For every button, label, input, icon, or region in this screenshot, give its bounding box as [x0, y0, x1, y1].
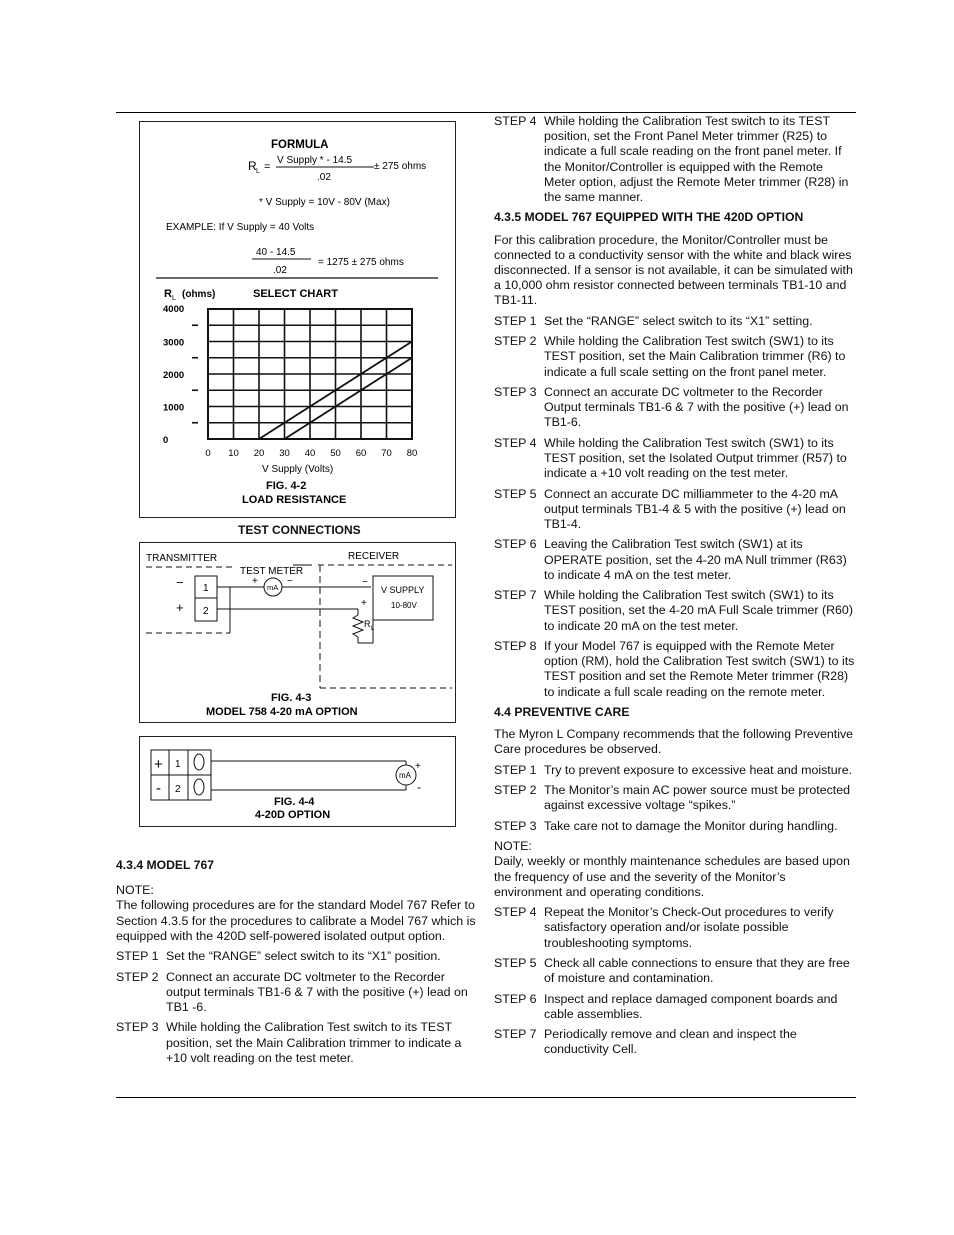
step-item — [494, 819, 856, 834]
step-text: Inspect and replace damaged component boards and cable assemblies. — [544, 991, 838, 1021]
step-label: STEP 1 — [494, 313, 537, 328]
chart-yaxis-rl: R — [164, 288, 172, 300]
milliammeter-ma: mA — [399, 771, 411, 780]
meter-minus-sign: - — [417, 780, 421, 794]
figure-4-2 — [139, 121, 456, 518]
chart-xtick-label: 40 — [304, 448, 316, 459]
section-44-heading: 4.4 PREVENTIVE CARE — [494, 704, 630, 719]
step-text: Connect an accurate DC voltmeter to the Recorder Output terminals TB1-6 & 7 with the positive (+) lead on TB1-6. — [544, 385, 849, 430]
test-meter-ma: mA — [267, 583, 279, 592]
test-connections-heading: TEST CONNECTIONS — [238, 523, 361, 537]
fig44-caption-number: FIG. 4-4 — [274, 796, 315, 808]
formula-equals: = — [264, 161, 271, 173]
fig44-caption-title: 4-20D OPTION — [255, 809, 331, 821]
section-435-heading: 4.3.5 MODEL 767 EQUIPPED WITH THE 420D OPTION — [494, 210, 804, 225]
v-supply-box — [373, 576, 433, 620]
step-text: While holding the Calibration Test switch to its TEST position, set the Front Panel Meter trimmer (R25) to indicate a full scale reading on the front panel meter. If the Monitor/Controller is equipped with the Remote Meter option, adjust the Remote Meter trimmer (R28) in the same manner. — [544, 114, 849, 205]
step-item — [494, 639, 856, 700]
step-label: STEP 3 — [116, 1020, 159, 1035]
step-text: Connect an accurate DC milliammeter to the 4-20 mA output terminals TB1-4 & 5 with the positive (+) lead on TB1-4. — [544, 486, 846, 531]
chart-ytick-label: 0 — [163, 435, 169, 446]
step-item — [494, 537, 856, 583]
figure-4-4 — [139, 736, 456, 827]
note-text: The following procedures are for the standard Model 767 Refer to Section 4.3.5 for the procedures to calibrate a Model 767 which is equipped with the 420D self-powered isolated output option. — [116, 898, 476, 943]
meter-plus-sign: + — [415, 761, 421, 772]
step-item — [494, 956, 856, 986]
formula-tolerance: ± 275 ohms — [374, 161, 427, 172]
resistor-rl-sub: L — [371, 626, 375, 632]
strip-terminal-1: 1 — [175, 759, 181, 770]
formula-numerator: V Supply * - 14.5 — [277, 155, 353, 166]
step-item — [494, 334, 856, 380]
step-item — [494, 385, 856, 431]
chart-xtick-label: 20 — [253, 448, 265, 459]
chart-xtick-label: 0 — [205, 448, 211, 459]
step-item — [494, 487, 856, 533]
420d-option-diagram — [140, 737, 455, 826]
chart-xtick-label: 50 — [330, 448, 341, 459]
step-text: Take care not to damage the Monitor during handling. — [544, 818, 838, 833]
load-resistance-figure — [140, 122, 455, 517]
step-item — [494, 436, 856, 482]
step-label: STEP 2 — [494, 783, 537, 798]
section-44-intro: The Myron L Company recommends that the following Preventive Care procedures be observed. — [494, 727, 854, 757]
step-label: STEP 3 — [494, 818, 537, 833]
step-text: Set the “RANGE” select switch to its “X1” setting. — [544, 313, 813, 328]
step-item — [494, 905, 856, 951]
right-column-text — [494, 114, 856, 1063]
step-text: Check all cable connections to ensure that they are free of moisture and contamination. — [544, 955, 850, 986]
step-text: Try to prevent exposure to excessive heat and moisture. — [544, 762, 853, 777]
step-label: STEP 2 — [494, 334, 537, 349]
step-label: STEP 7 — [494, 588, 537, 603]
bottom-rule — [116, 1097, 856, 1098]
chart-xtick-label: 30 — [279, 448, 290, 459]
step-item — [116, 1020, 476, 1066]
figure-4-3 — [139, 542, 456, 723]
step-label: STEP 4 — [494, 435, 537, 450]
note-label: NOTE: — [494, 839, 532, 854]
chart-xtick-label: 10 — [228, 448, 239, 459]
terminal-2: 2 — [203, 606, 209, 617]
example-numerator: 40 - 14.5 — [256, 247, 296, 258]
formula-title: FORMULA — [271, 139, 329, 151]
step-text: Repeat the Monitor’s Check-Out procedures to verify satisfactory operation and/or isolate possible troubleshooting symptoms. — [544, 905, 834, 950]
top-rule — [116, 112, 856, 113]
step-label: STEP 4 — [494, 114, 537, 128]
example-result: = 1275 ± 275 ohms — [318, 257, 404, 268]
chart-ytick-label: 4000 — [163, 304, 185, 315]
step-label: STEP 7 — [494, 1027, 537, 1042]
test-meter-label: TEST METER — [240, 566, 304, 577]
meter-plus: + — [252, 576, 258, 587]
step-label: STEP 3 — [494, 385, 537, 399]
strip-minus: - — [156, 780, 161, 797]
note-text: Daily, weekly or monthly maintenance schedules are based upon the frequency of use and the severity of the Monitor’s environment and operating conditions. — [494, 854, 850, 899]
step-item — [116, 949, 476, 964]
left-steps — [116, 949, 476, 1066]
step-label: STEP 2 — [116, 969, 159, 984]
step-text: While holding the Calibration Test switch (SW1) to its TEST position, set the Main Calibration trimmer (R6) to indicate a full scale setting on the front panel meter. — [544, 334, 846, 379]
step-text: While holding the Calibration Test switch (SW1) to its TEST position, set the Isolated Output trimmer (R57) to indicate a +10 volt reading on the test meter. — [544, 435, 847, 481]
step-label: STEP 5 — [494, 486, 537, 501]
step-text: While holding the Calibration Test switch (SW1) to its TEST position, set the 4-20 mA Full Scale trimmer (R60) to indicate 20 mA on the test meter. — [544, 588, 853, 633]
step-item — [494, 1027, 856, 1057]
step-label: STEP 6 — [494, 991, 537, 1006]
chart-xtick-label: 60 — [355, 448, 367, 459]
load-resistor-icon — [353, 615, 363, 637]
left-column-text — [116, 858, 476, 1071]
step-text: Set the “RANGE” select switch to its “X1” position. — [166, 949, 441, 964]
step-text: Periodically remove and clean and inspect the conductivity Cell. — [544, 1027, 797, 1057]
select-chart — [163, 304, 417, 459]
fig42-caption-title: LOAD RESISTANCE — [242, 494, 347, 506]
section-435-steps — [494, 314, 856, 700]
step-item — [494, 114, 856, 205]
fig43-caption-number: FIG. 4-3 — [271, 692, 312, 704]
step-label: STEP 1 — [494, 762, 537, 777]
fig43-caption-title: MODEL 758 4-20 mA OPTION — [206, 706, 358, 718]
step-label: STEP 1 — [116, 949, 159, 964]
chart-title: SELECT CHART — [253, 288, 338, 300]
example-label: EXAMPLE: If V Supply = 40 Volts — [166, 222, 315, 233]
chart-xtick-label: 80 — [406, 448, 418, 459]
step-label: STEP 4 — [494, 905, 537, 920]
step-item — [494, 314, 856, 329]
resistor-rl: R — [364, 619, 371, 629]
formula-denominator: .02 — [317, 172, 331, 183]
step-text: The Monitor’s main AC power source must be protected against excessive voltage “spikes.” — [544, 783, 851, 813]
supply-plus: + — [361, 598, 367, 609]
section-44-steps-a — [494, 763, 856, 834]
step-text: While holding the Calibration Test switch to its TEST position, set the Main Calibration trimmer to indicate a +10 volt reading on the test meter. — [166, 1020, 462, 1065]
transmitter-label: TRANSMITTER — [146, 553, 218, 564]
chart-yaxis-rl-sub: L — [172, 295, 176, 302]
tx-plus: + — [176, 600, 184, 615]
chart-yaxis-label: (ohms) — [182, 289, 216, 300]
meter-minus: − — [287, 576, 293, 587]
step-label: STEP 6 — [494, 537, 537, 552]
formula-rl-sub: L — [256, 168, 260, 175]
terminal-1: 1 — [203, 583, 209, 594]
receiver-label: RECEIVER — [348, 551, 400, 562]
v-supply-label: V SUPPLY — [381, 585, 425, 595]
section-434-heading: 4.3.4 MODEL 767 — [116, 858, 214, 872]
v-supply-range: 10-80V — [391, 601, 417, 610]
step-item — [494, 588, 856, 634]
note-label: NOTE: — [116, 883, 154, 898]
chart-ytick-label: 3000 — [163, 337, 185, 349]
step-text: Connect an accurate DC voltmeter to the Recorder output terminals TB1-6 & 7 with the positive (+) lead on TB1 -6. — [166, 969, 468, 1014]
section-435-intro: For this calibration procedure, the Monitor/Controller must be connected to a conductivity sensor with the white and black wires disconnected. If a sensor is not available, it can be simulated with a 10,000 ohm resistor connected between terminals TB1-10 and TB1-11. — [494, 232, 853, 308]
strip-terminal-2: 2 — [175, 784, 181, 795]
chart-ytick-label: 2000 — [163, 370, 185, 381]
vsupply-note: * V Supply = 10V - 80V (Max) — [259, 197, 390, 208]
example-denominator: .02 — [273, 265, 287, 276]
step-text: Leaving the Calibration Test switch (SW1) at its OPERATE position, set the 4-20 mA Null trimmer (R63) to indicate 4 mA on the test meter. — [544, 537, 847, 582]
tx-minus: − — [176, 575, 184, 590]
step-item — [116, 970, 476, 1016]
chart-xtick-label: 70 — [381, 448, 392, 459]
fig42-caption-number: FIG. 4-2 — [266, 480, 307, 492]
step-item — [494, 763, 856, 778]
test-connections-diagram — [140, 543, 455, 722]
step-label: STEP 5 — [494, 955, 537, 970]
step-item — [494, 992, 856, 1022]
strip-plus: + — [154, 756, 163, 773]
section-44-steps-b — [494, 905, 856, 1057]
step-text: If your Model 767 is equipped with the Remote Meter option (RM), hold the Calibration Test switch (SW1) to its TEST position and set the Remote Meter trimmer (R28) to indicate a full scale reading on the remote meter. — [544, 638, 855, 699]
step-label: STEP 8 — [494, 638, 537, 653]
supply-minus: − — [362, 577, 368, 588]
step-item — [494, 783, 856, 813]
chart-xlabel: V Supply (Volts) — [262, 464, 334, 475]
chart-ytick-label: 1000 — [163, 402, 185, 414]
formula-rl: R — [248, 159, 257, 173]
